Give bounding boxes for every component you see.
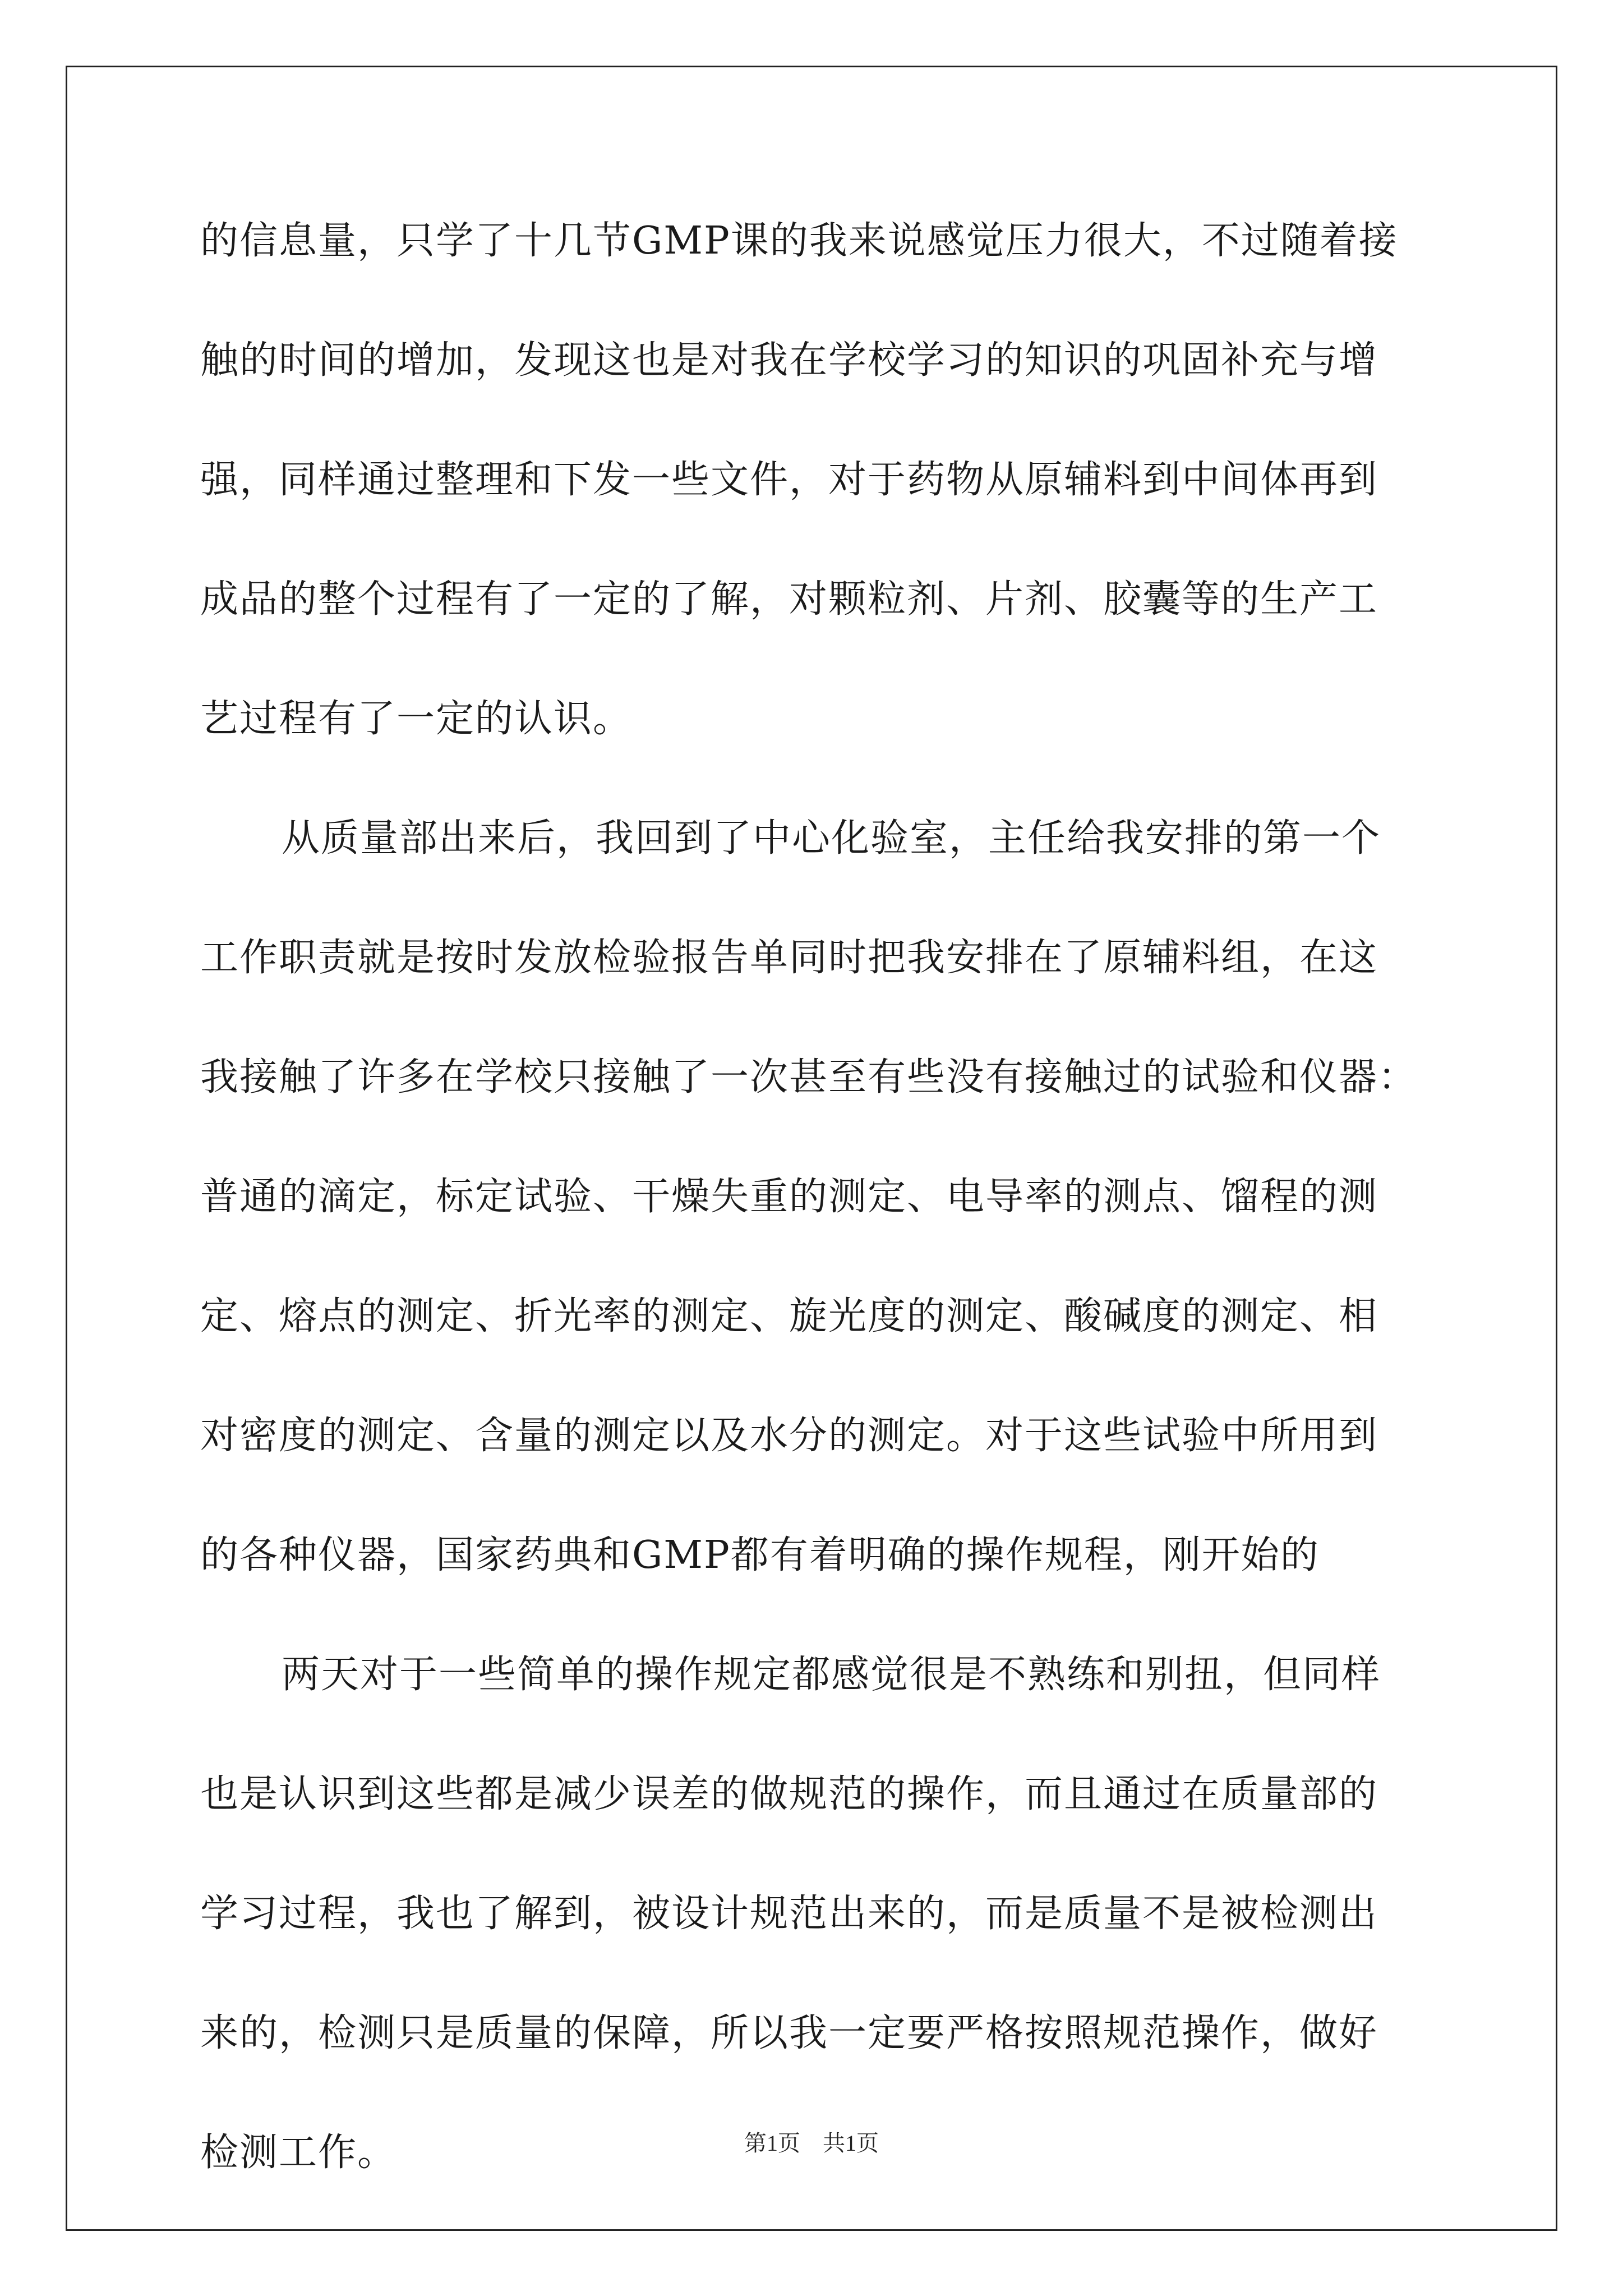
text-line-5: 艺过程有了一定的认识。 — [200, 697, 633, 741]
text-line-15: 学习过程，我也了解到，被设计规范出来的，而是质量不是被检测出 — [200, 1892, 1378, 1936]
text-line-16: 来的，检测只是质量的保障，所以我一定要严格按照规范操作，做好 — [200, 2011, 1378, 2055]
text-line-10: 定、熔点的测定、折光率的测定、旋光度的测定、酸碱度的测定、相 — [200, 1294, 1378, 1338]
text-line-13: 两天对于一些简单的操作规定都感觉很是不熟练和别扭，但同样 — [282, 1653, 1381, 1697]
text-line-3: 强，同样通过整理和下发一些文件，对于药物从原辅料到中间体再到 — [200, 458, 1378, 502]
text-line-9: 普通的滴定，标定试验、干燥失重的测定、电导率的测点、馏程的测 — [200, 1175, 1378, 1219]
text-line-14: 也是认识到这些都是减少误差的做规范的操作，而且通过在质量部的 — [200, 1772, 1378, 1816]
text-line-17: 检测工作。 — [200, 2131, 397, 2175]
text-line-11: 对密度的测定、含量的测定以及水分的测定。对于这些试验中所用到 — [200, 1414, 1378, 1458]
text-line-8: 我接触了许多在学校只接触了一次甚至有些没有接触过的试验和仪器： — [200, 1055, 1418, 1099]
page-number-footer: 第1页 共1页 — [744, 2131, 879, 2156]
document-body — [200, 213, 1423, 2244]
text-line-7: 工作职责就是按时发放检验报告单同时把我安排在了原辅料组，在这 — [200, 936, 1378, 980]
text-line-2: 触的时间的增加，发现这也是对我在学校学习的知识的巩固补充与增 — [200, 338, 1378, 383]
text-line-12: 的各种仪器，国家药典和GMP都有着明确的操作规程，刚开始的 — [200, 1533, 1320, 1577]
text-line-1: 的信息量，只学了十几节GMP课的我来说感觉压力很大，不过随着接 — [200, 219, 1398, 263]
text-line-4: 成品的整个过程有了一定的了解，对颗粒剂、片剂、胶囊等的生产工 — [200, 577, 1378, 622]
text-line-6: 从质量部出来后，我回到了中心化验室，主任给我安排的第一个 — [282, 816, 1381, 861]
